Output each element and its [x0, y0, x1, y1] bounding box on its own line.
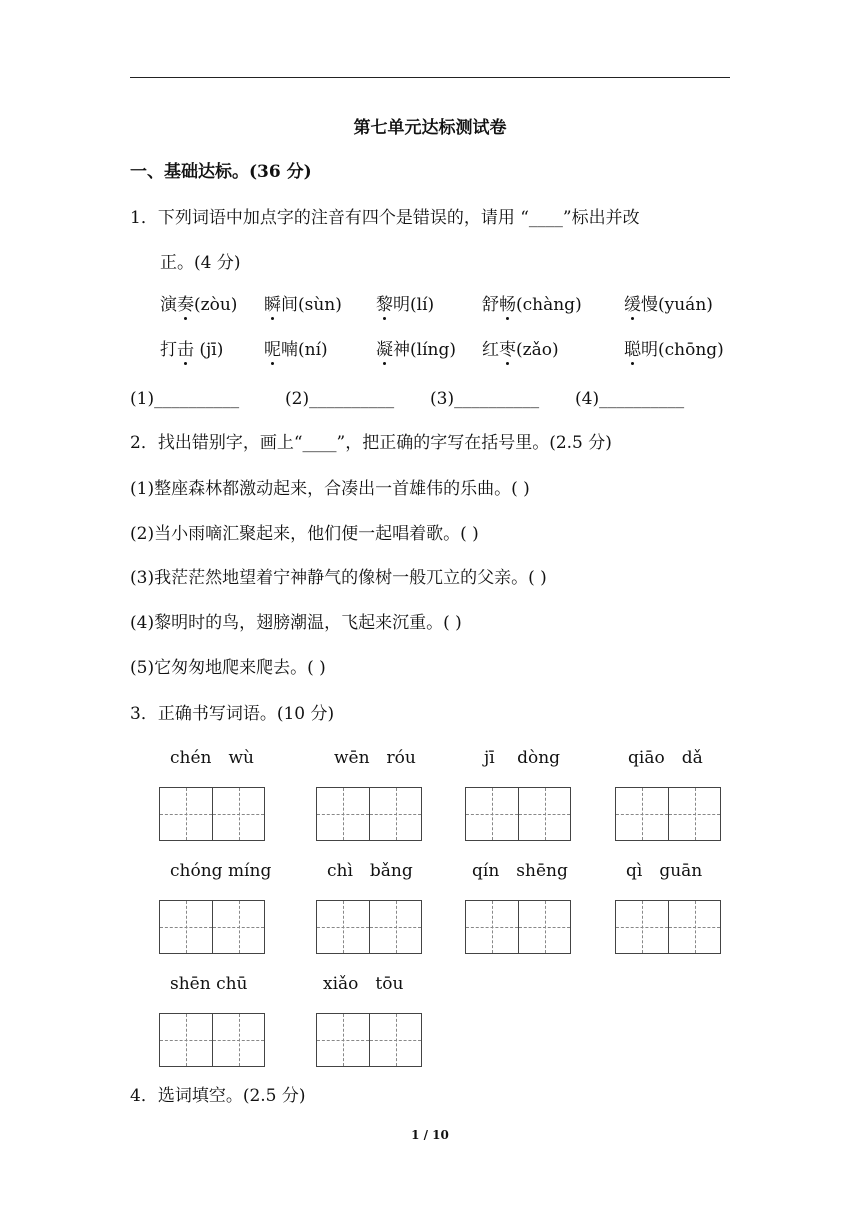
word-char: 打 — [160, 340, 177, 360]
word-pinyin: 明(chōng) — [641, 340, 724, 360]
pinyin-label: chén wù — [170, 748, 254, 768]
writing-grid[interactable] — [615, 900, 721, 954]
word-pinyin: (jī) — [194, 340, 224, 360]
writing-grid[interactable] — [159, 1013, 265, 1067]
pinyin-label: shēn chū — [170, 974, 248, 994]
writing-grid[interactable] — [465, 787, 571, 841]
writing-grid[interactable] — [615, 787, 721, 841]
q4-instruction: 4．选词填空。(2.5 分) — [130, 1086, 306, 1106]
q1-word[interactable] — [376, 339, 456, 361]
q3-instruction: 3．正确书写词语。(10 分) — [130, 704, 335, 724]
q1-word[interactable] — [160, 294, 237, 316]
pinyin-label: jī dòng — [484, 748, 561, 768]
q1-word[interactable] — [376, 294, 434, 316]
q1-answer-1[interactable]: (1)__________ — [130, 389, 240, 409]
section-heading: 一、基础达标。(36 分) — [130, 162, 312, 182]
q1-word[interactable] — [482, 294, 582, 316]
dotted-char: 瞬 — [264, 295, 281, 315]
q2-item-5: (5)它匆匆地爬来爬去。( ) — [130, 658, 326, 678]
q1-word[interactable] — [624, 294, 713, 316]
dotted-char: 凝 — [376, 340, 393, 360]
writing-grid[interactable] — [316, 900, 422, 954]
q1-word[interactable] — [624, 339, 724, 361]
dotted-char: 黎 — [376, 295, 393, 315]
word-pinyin: 明(lí) — [393, 295, 435, 315]
pinyin-label: wēn róu — [334, 748, 416, 768]
pinyin-label: qiāo dǎ — [628, 748, 703, 768]
q2-item-1: (1)整座森林都激动起来，合凑出一首雄伟的乐曲。( ) — [130, 479, 530, 499]
q1-word[interactable] — [264, 339, 328, 361]
q1-answer-2[interactable]: (2)__________ — [285, 389, 395, 409]
q1-instruction-cont: 正。(4 分) — [160, 253, 241, 273]
page-number: 1 / 10 — [411, 1128, 449, 1142]
word-pinyin: (chàng) — [516, 295, 582, 315]
dotted-char: 呢 — [264, 340, 281, 360]
q2-instruction: 2．找出错别字，画上“____”，把正确的字写在括号里。(2.5 分) — [130, 433, 612, 453]
dotted-char: 击 — [177, 340, 194, 360]
pinyin-label: qì guān — [626, 861, 703, 881]
word-pinyin: (zòu) — [194, 295, 238, 315]
pinyin-label: chóng míng — [170, 861, 272, 881]
pinyin-label: chì bǎng — [327, 861, 413, 881]
word-char: 红 — [482, 340, 499, 360]
dotted-char: 聪 — [624, 340, 641, 360]
q1-word[interactable] — [482, 339, 559, 361]
writing-grid[interactable] — [159, 900, 265, 954]
word-pinyin: 间(sùn) — [281, 295, 342, 315]
dotted-char: 奏 — [177, 295, 194, 315]
writing-grid[interactable] — [159, 787, 265, 841]
q2-item-2: (2)当小雨嘀汇聚起来，他们便一起唱着歌。( ) — [130, 524, 479, 544]
q2-item-3: (3)我茫茫然地望着宁神静气的像树一般兀立的父亲。( ) — [130, 568, 547, 588]
q1-instruction: 1．下列词语中加点字的注音有四个是错误的，请用 “____”标出并改 — [130, 208, 640, 228]
word-pinyin: 喃(ní) — [281, 340, 328, 360]
dotted-char: 缓 — [624, 295, 641, 315]
pinyin-label: qín shēng — [472, 861, 568, 881]
word-pinyin: (zǎo) — [516, 340, 559, 360]
word-pinyin: 神(líng) — [393, 340, 456, 360]
dotted-char: 枣 — [499, 340, 516, 360]
q1-word[interactable] — [264, 294, 342, 316]
q1-answer-4[interactable]: (4)__________ — [575, 389, 685, 409]
q1-word[interactable] — [160, 339, 223, 361]
page-title: 第七单元达标测试卷 — [353, 118, 507, 138]
header-rule — [130, 77, 730, 78]
word-char: 演 — [160, 295, 177, 315]
q1-answer-3[interactable]: (3)__________ — [430, 389, 540, 409]
pinyin-label: xiǎo tōu — [323, 974, 404, 994]
writing-grid[interactable] — [316, 787, 422, 841]
writing-grid[interactable] — [465, 900, 571, 954]
word-char: 舒 — [482, 295, 499, 315]
word-pinyin: 慢(yuán) — [641, 295, 713, 315]
dotted-char: 畅 — [499, 295, 516, 315]
writing-grid[interactable] — [316, 1013, 422, 1067]
q2-item-4: (4)黎明时的鸟，翅膀潮温，飞起来沉重。( ) — [130, 613, 462, 633]
